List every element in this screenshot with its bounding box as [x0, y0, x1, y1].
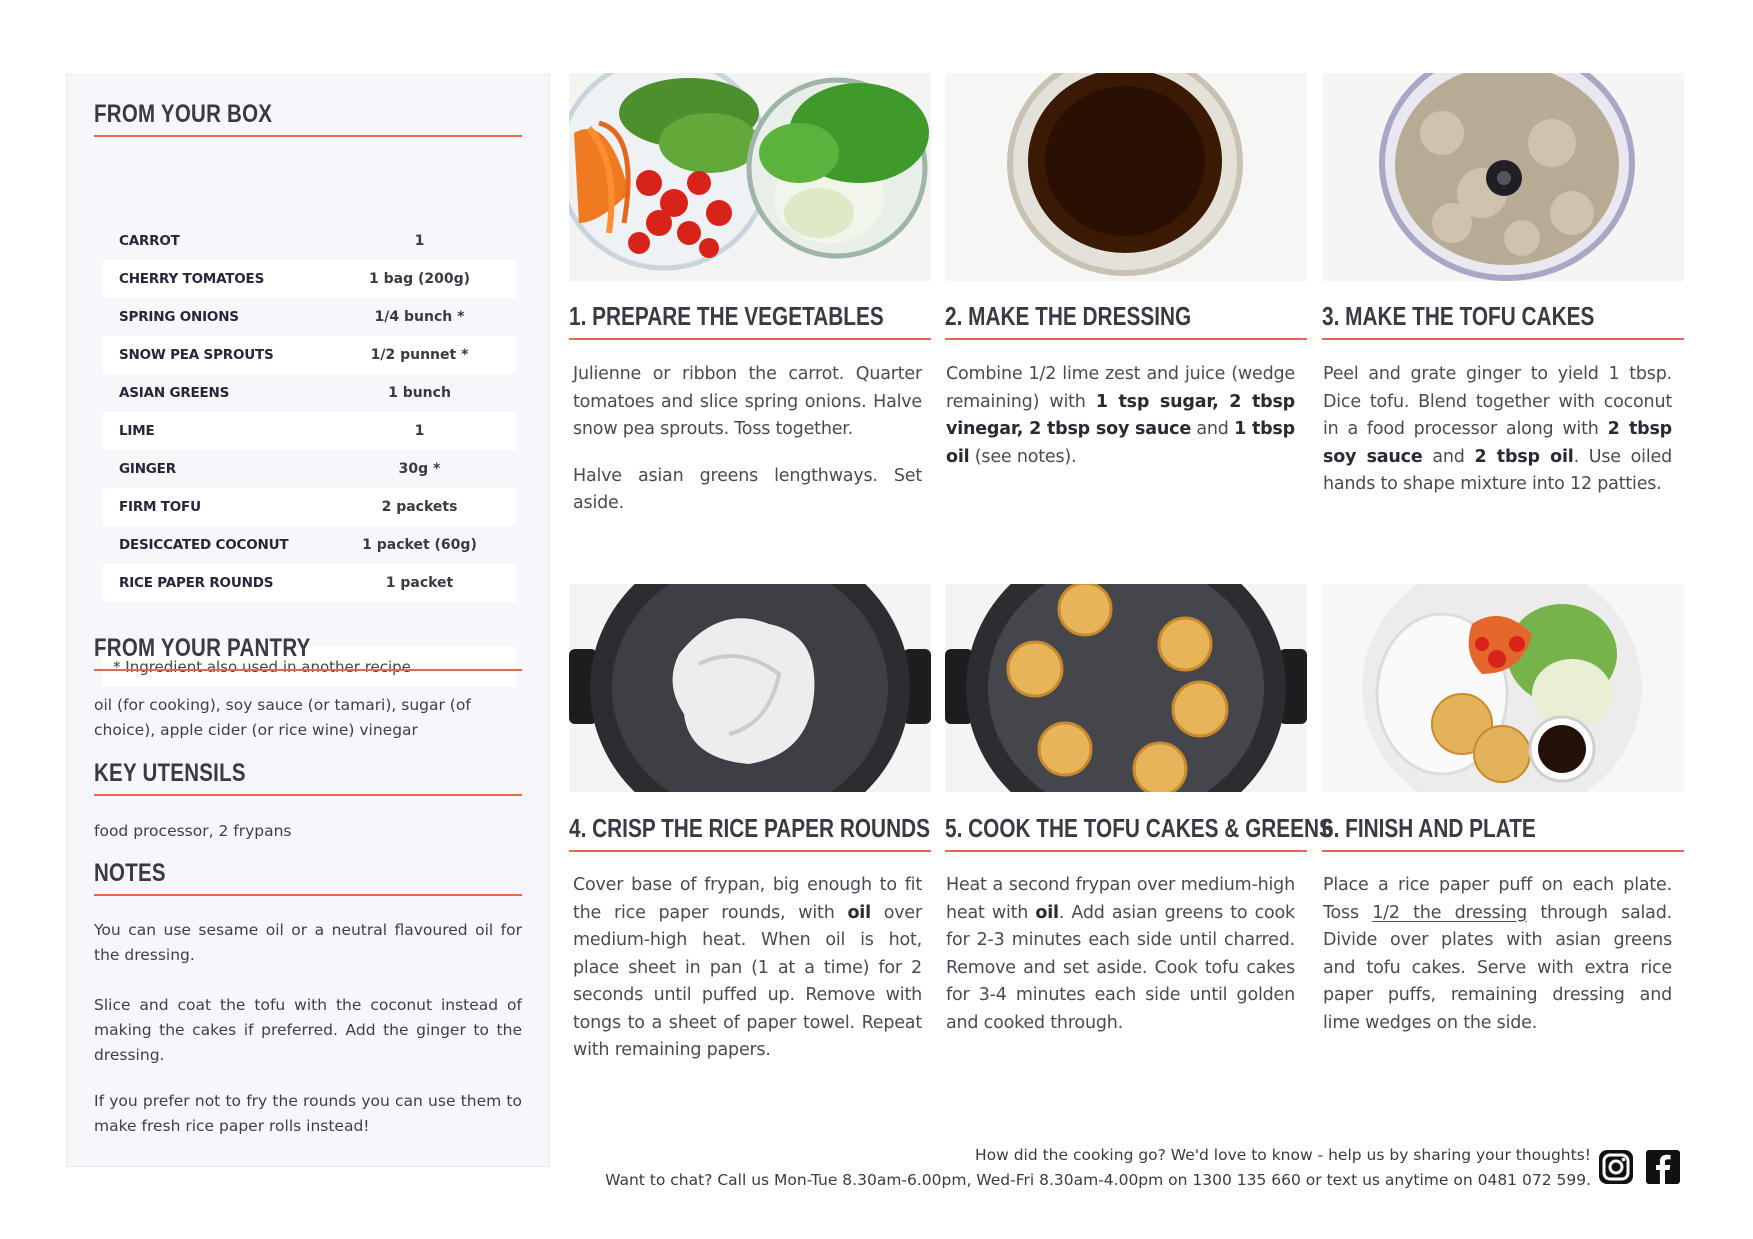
ingredients-panel — [66, 74, 550, 1167]
ingredient-qty: 1 — [414, 423, 425, 439]
step-2-photo — [945, 73, 1307, 281]
utensils-section-title: KEY UTENSILS — [94, 758, 522, 796]
box-section-title: FROM YOUR BOX — [94, 99, 522, 137]
ingredient-qty: 30g * — [398, 461, 441, 477]
step-5-title: 5. COOK THE TOFU CAKES & GREENS — [945, 812, 1307, 852]
step-2-text: Combine 1/2 lime zest and juice (wedge remaining) with 1 tsp sugar, 2 tbsp vinegar, 2 tbsp soy sauce and 1 tbsp oil (see notes). — [946, 364, 1296, 467]
step-6-title: 6. FINISH AND PLATE — [1322, 812, 1684, 852]
ingredient-row — [103, 488, 516, 526]
feedback-line: How did the cooking go? We'd love to know - help us by sharing your thoughts! — [974, 1146, 1591, 1164]
contact-line: Want to chat? Call us Mon-Tue 8.30am-6.00pm, Wed-Fri 8.30am-4.00pm on 1300 135 660 or text us anytime on 0481 072 599. — [605, 1171, 1591, 1189]
step-6-text: Place a rice paper puff on each plate. Toss 1/2 the dressing through salad. Divide over plates with asian greens and tofu cakes. Serve with extra rice paper puffs, remaining dressing and lime wedges on the side. — [1323, 875, 1672, 1033]
ingredient-row — [103, 298, 516, 336]
ingredient-footnote: * Ingredient also used in another recipe — [103, 647, 516, 687]
ingredient-name: ASIAN GREENS — [119, 385, 230, 401]
ingredients-table — [103, 222, 516, 602]
step-6-photo — [1322, 584, 1684, 792]
feedback-footer — [605, 1143, 1591, 1193]
ingredient-row — [103, 260, 516, 298]
notes-section-title: NOTES — [94, 858, 522, 896]
step-4-photo — [569, 584, 931, 792]
ingredient-name: RICE PAPER ROUNDS — [119, 575, 274, 591]
ingredient-row — [103, 222, 516, 260]
ingredient-qty: 1 packet — [385, 575, 454, 591]
step-3-text: Peel and grate ginger to yield 1 tbsp. Dice tofu. Blend together with coconut in a food processor along with 2 tbsp soy sauce and 2 tbsp oil. Use oiled hands to shape mixture into 12 patties. — [1323, 364, 1673, 494]
note-3: If you prefer not to fry the rounds you can use them to make fresh rice paper rolls instead! — [94, 1092, 522, 1135]
ingredient-row — [103, 336, 516, 374]
ingredient-qty: 1 bag (200g) — [368, 271, 471, 287]
ingredient-qty: 1/2 punnet * — [370, 347, 469, 363]
step-1-photo — [569, 73, 931, 281]
step-2-title: 2. MAKE THE DRESSING — [945, 300, 1307, 340]
pantry-text: oil (for cooking), soy sauce (or tamari), sugar (of choice), apple cider (or rice wine) vinegar — [94, 696, 471, 739]
step-1-title: 1. PREPARE THE VEGETABLES — [569, 300, 931, 340]
ingredient-qty: 1/4 bunch * — [374, 309, 465, 325]
step-5-photo — [945, 584, 1307, 792]
ingredient-row — [103, 564, 516, 602]
step-1-text — [573, 361, 922, 537]
ingredient-qty: 1 packet (60g) — [362, 537, 477, 553]
instagram-icon[interactable] — [1598, 1149, 1634, 1185]
ingredient-row — [103, 450, 516, 488]
ingredient-qty: 1 — [414, 233, 425, 249]
ingredient-qty: 1 bunch — [388, 385, 451, 401]
utensils-text: food processor, 2 frypans — [94, 822, 292, 840]
ingredient-name: CARROT — [119, 233, 180, 249]
step-3-title: 3. MAKE THE TOFU CAKES — [1322, 300, 1684, 340]
dressing-link: 1/2 the dressing — [1372, 902, 1527, 923]
pantry-section-title: FROM YOUR PANTRY — [94, 633, 522, 671]
ingredient-name: FIRM TOFU — [119, 499, 201, 515]
ingredient-row — [103, 412, 516, 450]
step-1-paragraph-1: Julienne or ribbon the carrot. Quarter tomatoes and slice spring onions. Halve snow pea sprouts. Toss together. — [573, 364, 922, 439]
note-2: Slice and coat the tofu with the coconut instead of making the cakes if preferred. Add the ginger to the dressing. — [94, 996, 522, 1064]
ingredient-name: SPRING ONIONS — [119, 309, 239, 325]
ingredient-name: DESICCATED COCONUT — [119, 537, 289, 553]
ingredient-row — [103, 374, 516, 412]
ingredient-row — [103, 526, 516, 564]
step-1-paragraph-2: Halve asian greens lengthways. Set aside. — [573, 465, 922, 513]
step-4-text: Cover base of frypan, big enough to fit the rice paper rounds, with oil over medium-high heat. When oil is hot, place sheet in pan (1 at a time) for 2 seconds until puffed up. Remove with tongs to a sheet of paper towel. Repeat with remaining papers. — [573, 875, 922, 1060]
ingredient-name: SNOW PEA SPROUTS — [119, 347, 274, 363]
step-4-title: 4. CRISP THE RICE PAPER ROUNDS — [569, 812, 931, 852]
facebook-icon[interactable] — [1645, 1149, 1681, 1185]
ingredient-name: CHERRY TOMATOES — [119, 271, 265, 287]
step-3-photo — [1322, 73, 1684, 281]
ingredient-name: LIME — [119, 423, 155, 439]
ingredient-qty: 2 packets — [381, 499, 458, 515]
step-5-text: Heat a second frypan over medium-high heat with oil. Add asian greens to cook for 2-3 minutes each side until charred. Remove and set aside. Cook tofu cakes for 3-4 minutes each side until golden and cooked through. — [946, 875, 1295, 1033]
note-1: You can use sesame oil or a neutral flavoured oil for the dressing. — [94, 921, 522, 964]
ingredient-name: GINGER — [119, 461, 176, 477]
